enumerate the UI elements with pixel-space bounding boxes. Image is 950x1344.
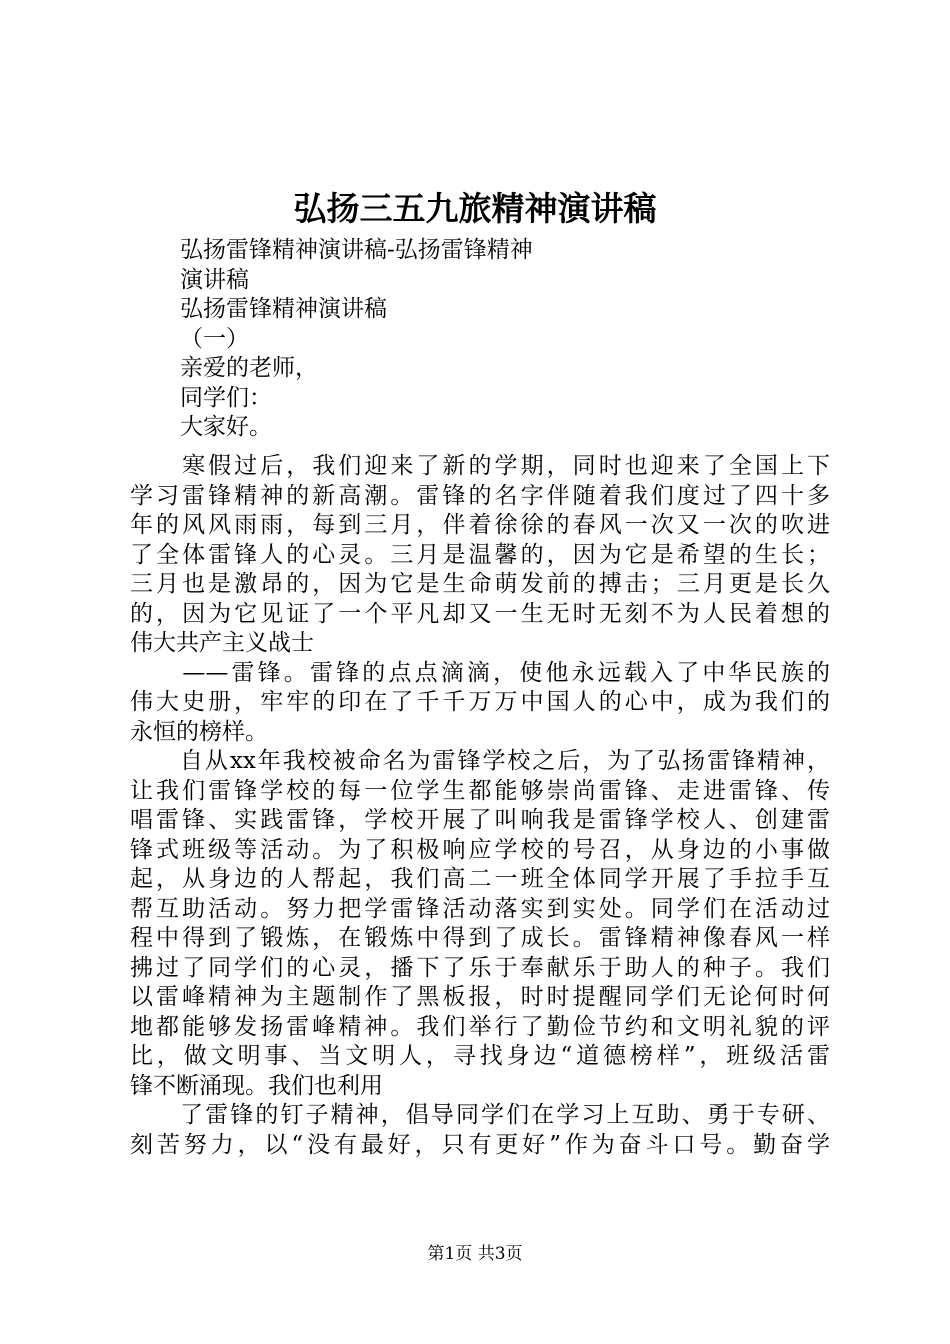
body-line: 寒假过后，我们迎来了新的学期，同时也迎来了全国上下: [130, 453, 830, 479]
intro-line: （一）: [180, 325, 249, 352]
intro-line: 亲爱的老师，: [180, 355, 318, 381]
body-line: 锋式班级等活动。为了积极响应学校的号召，从身边的小事做: [130, 836, 830, 863]
body-line: 锋不断涌现。我们也利用: [130, 1072, 383, 1099]
document-title: 弘扬三五九旅精神演讲稿: [293, 189, 657, 228]
page-footer: 第1页 共3页: [427, 1244, 523, 1264]
body-line: 学习雷锋精神的新高潮。雷锋的名字伴随着我们度过了四十多: [130, 482, 830, 509]
intro-line: 弘扬雷锋精神演讲稿-弘扬雷锋精神: [180, 237, 533, 263]
body-line: ——雷锋。雷锋的点点滴滴，使他永远载入了中华民族的: [130, 659, 830, 686]
body-line: 了全体雷锋人的心灵。三月是温馨的，因为它是希望的生长；: [130, 541, 830, 568]
body-line: 唱雷锋、实践雷锋，学校开展了叫响我是雷锋学校人、创建雷: [130, 807, 830, 833]
body-line: 让我们雷锋学校的每一位学生都能够崇尚雷锋、走进雷锋、传: [130, 777, 830, 804]
body-line: 比，做文明事、当文明人，寻找身边“道德榜样”，班级活雷: [130, 1043, 830, 1069]
body-line: 年的风风雨雨，每到三月，伴着徐徐的春风一次又一次的吹进: [130, 512, 830, 538]
body-line: 地都能够发扬雷峰精神。我们举行了勤俭节约和文明礼貌的评: [130, 1013, 830, 1040]
body-line: 刻苦努力，以“没有最好，只有更好”作为奋斗口号。勤奋学: [130, 1131, 830, 1158]
body-text: [130, 452, 830, 1160]
body-line: 程中得到了锻炼，在锻炼中得到了成长。雷锋精神像春风一样: [130, 925, 830, 951]
intro-line: 大家好。: [180, 414, 272, 440]
body-line: 永恒的榜样。: [130, 718, 268, 745]
body-line: 拂过了同学们的心灵，播下了乐于奉献乐于助人的种子。我们: [130, 954, 830, 981]
intro-line: 同学们：: [180, 384, 272, 411]
body-line: 伟大史册，牢牢的印在了千千万万中国人的心中，成为我们的: [130, 689, 830, 715]
intro-block: [180, 236, 533, 443]
intro-line: 弘扬雷锋精神演讲稿: [180, 296, 387, 322]
body-line: 三月也是激昂的，因为它是生命萌发前的搏击；三月更是长久: [130, 571, 830, 597]
body-line: 了雷锋的钉子精神，倡导同学们在学习上互助、勇于专研、: [130, 1102, 830, 1128]
intro-line: 演讲稿: [180, 266, 249, 293]
body-line: 以雷峰精神为主题制作了黑板报，时时提醒同学们无论何时何: [130, 984, 830, 1010]
body-line: 伟大共产主义战士: [130, 630, 314, 656]
body-line: 帮互助活动。努力把学雷锋活动落实到实处。同学们在活动过: [130, 895, 830, 922]
body-line: 起，从身边的人帮起，我们高二一班全体同学开展了手拉手互: [130, 866, 830, 892]
body-line: 自从xx年我校被命名为雷锋学校之后，为了弘扬雷锋精神，: [130, 748, 830, 774]
body-line: 的，因为它见证了一个平凡却又一生无时无刻不为人民着想的: [130, 600, 830, 627]
